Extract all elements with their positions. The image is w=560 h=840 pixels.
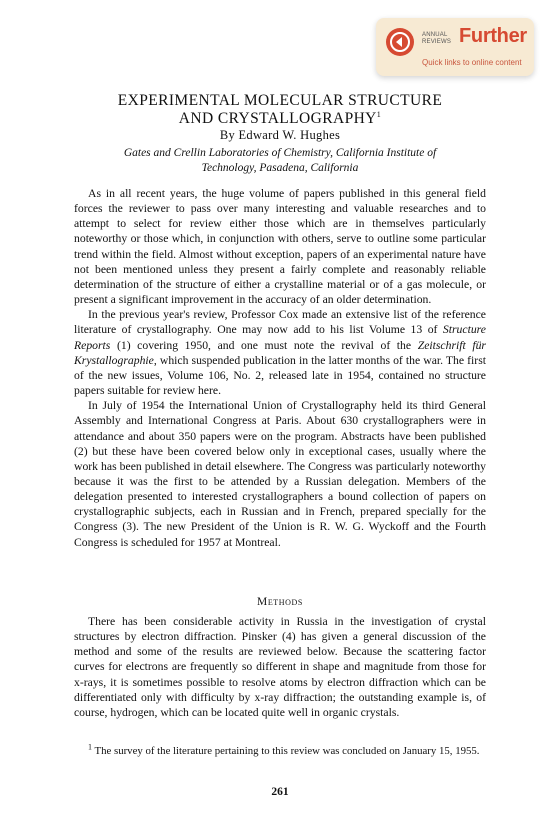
footnote-text: The survey of the literature pertaining to this review was concluded on January 15, 1955. bbox=[92, 745, 480, 757]
article-title-line2 bbox=[0, 110, 560, 128]
paragraph-2 bbox=[74, 307, 486, 398]
paragraph-2-part-b: (1) covering 1950, and one must note the revival of the bbox=[110, 338, 418, 352]
affiliation-line1: Gates and Crellin Laboratories of Chemistry, California Institute of bbox=[123, 147, 437, 159]
badge-brand-line2: REVIEWS bbox=[422, 39, 452, 45]
footnote-mark: 1 bbox=[88, 742, 92, 752]
zeitschrift-title: Zeitschrift für Krystallographie bbox=[74, 338, 486, 367]
paragraph-2-part-c: , which suspended publication in the latter months of the war. The first of the new issues, Volume 106, No. 2, released late in 1954, contained no structure papers suitable for review here. bbox=[74, 353, 486, 398]
badge-brand bbox=[422, 32, 451, 46]
affiliation-line2: Technology, Pasadena, California bbox=[201, 162, 359, 174]
paragraph-2-part-a: In the previous year's review, Professor Cox made an extensive list of the reference literature of crystallography. One may now add to his list Volume 13 of bbox=[74, 308, 486, 337]
author-byline: By Edward W. Hughes bbox=[219, 128, 341, 142]
title-footnote-mark: 1 bbox=[376, 109, 382, 119]
paragraph-4: There has been considerable activity in Russia in the investigation of crystal structures by electron diffraction. Pinsker (4) has given a general discussion of the method and some of the results are reviewed below. Because the scattering factor curves for electrons are frequently so different in shape and magnitude from those for x-rays, it is sometimes possible to resolve atoms by electron diffraction which can be differentiated only with difficulty by x-ray diffraction; the outstanding example is, of course, hydrogen, which can be located quite well in organic crystals. bbox=[74, 615, 486, 719]
page-number: 261 bbox=[271, 786, 289, 798]
further-logo-icon bbox=[386, 28, 414, 56]
intro-text bbox=[74, 186, 486, 550]
badge-subtitle: Quick links to online content bbox=[422, 58, 522, 67]
badge-further-label: Further bbox=[459, 25, 527, 47]
section-heading-methods: Methods bbox=[257, 596, 303, 608]
article-title-line2-text: AND CRYSTALLOGRAPHY bbox=[178, 110, 377, 127]
footnote bbox=[74, 744, 486, 758]
paragraph-1: As in all recent years, the huge volume of papers published in this general field forces the reviewer to pass over many interesting and valuable researches and to attempt to select for review either those which are in themselves particularly noteworthy or those which, in conjunction with others, serve to outline some particular trend within the field. Almost without exception, papers of an experimental nature have not been mentioned unless they present a fairly complete and reasonably reliable determination of the structure of either a crystalline material or of a gas molecule, or present a significant improvement in the accuracy of an older determination. bbox=[74, 187, 486, 307]
annual-reviews-further-badge[interactable] bbox=[376, 18, 534, 76]
structure-reports-title: Structure Reports bbox=[74, 323, 486, 352]
article-title-line1: EXPERIMENTAL MOLECULAR STRUCTURE bbox=[117, 92, 443, 109]
badge-brand-line1: ANNUAL bbox=[422, 32, 448, 38]
paragraph-3: In July of 1954 the International Union of Crystallography held its third General Assembly and International Congress at Paris. About 630 crystallographers were in attendance and about 350 papers were on the program. Abstracts have been published (2) but these have been covered below only in exceptional cases, usually where the work has been published in detail elsewhere. The Congress was particularly noteworthy because it was the first to be attended by a Russian delegation. Members of the delegation presented to interested crystallographers a bound collection of papers on crystallographic subjects, each in Russian and in French, prepared specially for the Congress (3). The new President of the Union is R. W. G. Wyckoff and the Fourth Congress is scheduled for 1957 at Montreal. bbox=[74, 399, 486, 549]
methods-text bbox=[74, 614, 486, 720]
